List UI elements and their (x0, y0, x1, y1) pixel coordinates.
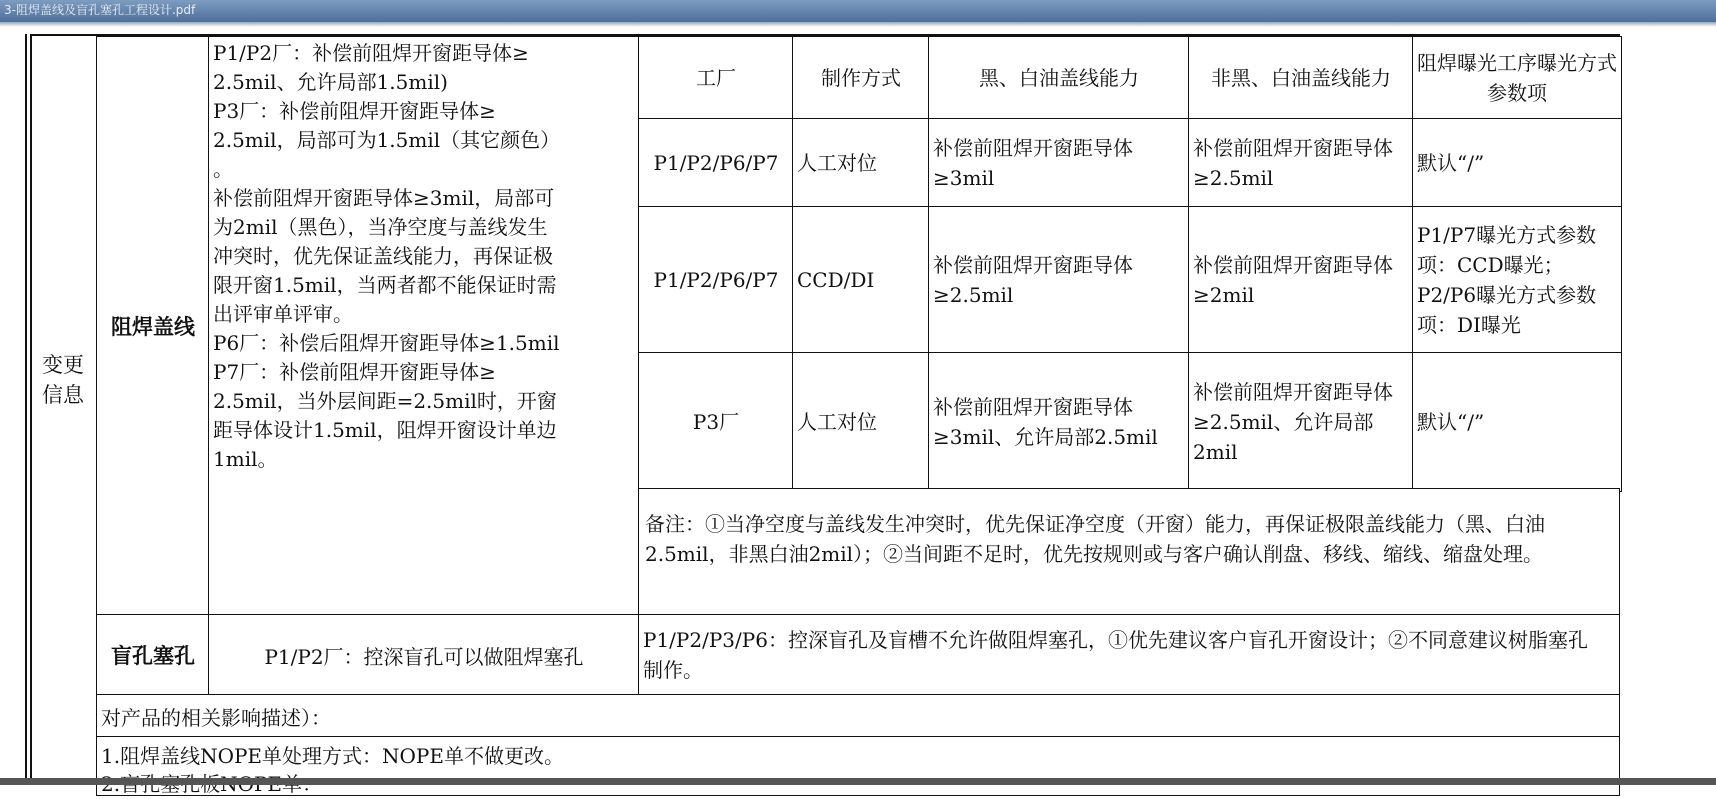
table-note: 备注：①当净空度与盖线发生冲突时，优先保证净空度（开窗）能力，再保证极限盖线能力（黑、白油2.5mil，非黑白油2mil）；②当间距不足时，优先按规则或与客户确认削盘、移线、缩线、缩盘处理。 (645, 512, 1545, 566)
cell-exposure-params: P1/P7曝光方式参数项：CCD曝光；P2/P6曝光方式参数项：DI曝光 (1417, 223, 1597, 337)
blind-left-cell (208, 614, 640, 696)
cell-method: CCD/DI (797, 268, 875, 292)
row-label-blind-cell (96, 614, 210, 696)
cell-method-cell (792, 352, 930, 492)
solder-description-line: 补偿前阻焊开窗距导体≥3mil，局部可 (213, 186, 555, 210)
cell-method-cell (792, 206, 930, 354)
cell-factory-cell (638, 352, 794, 492)
window-bottom-edge (0, 778, 1716, 785)
solder-description-line: 。 (213, 157, 233, 181)
header-factory: 工厂 (696, 66, 736, 90)
impact-heading: 对产品的相关影响描述）： (101, 705, 331, 730)
cell-black-white-ink: 补偿前阻焊开窗距导体≥3mil (933, 136, 1133, 190)
row-label-blind: 盲孔塞孔 (111, 643, 195, 668)
blind-left-text: P1/P2厂：控深盲孔可以做阻焊塞孔 (264, 644, 584, 669)
page-border-left-inner (30, 34, 32, 778)
title-bar-shadow (0, 22, 1716, 27)
header-factory-cell (638, 36, 794, 120)
cell-exposure-params-cell (1412, 352, 1622, 492)
cell-exposure-params: 默认“/” (1417, 151, 1485, 175)
cell-factory: P1/P2/P6/P7 (653, 151, 779, 175)
cell-exposure-params-cell (1412, 118, 1622, 208)
cell-exposure-params-cell (1412, 206, 1622, 354)
window-title: 3-阻焊盖线及盲孔塞孔工程设计.pdf (4, 3, 196, 17)
cell-method: 人工对位 (797, 151, 877, 175)
solder-description-line: 1mil。 (213, 447, 278, 471)
cell-non-black-white-ink-cell (1188, 118, 1414, 208)
solder-description-line: P7厂：补偿前阻焊开窗距导体≥ (213, 360, 496, 384)
solder-description-line: 冲突时，优先保证盖线能力，再保证极 (213, 244, 553, 268)
header-non-black-white-ink-cell (1188, 36, 1414, 120)
cell-factory: P1/P2/P6/P7 (653, 268, 779, 292)
cell-black-white-ink: 补偿前阻焊开窗距导体≥3mil、允许局部2.5mil (933, 395, 1158, 449)
header-method-cell (792, 36, 930, 120)
solder-description-line: 为2mil（黑色），当净空度与盖线发生 (213, 215, 548, 239)
cell-factory-cell (638, 118, 794, 208)
solder-description-line: 限开窗1.5mil，当两者都不能保证时需 (213, 273, 557, 297)
cell-black-white-ink-cell (928, 206, 1190, 354)
header-black-white-ink: 黑、白油盖线能力 (979, 66, 1139, 90)
solder-description (213, 39, 637, 474)
impact-line-1: 1.阻焊盖线NOPE单处理方式：NOPE单不做更改。 (101, 744, 564, 768)
cell-factory: P3厂 (692, 410, 740, 434)
solder-description-line: P3厂：补偿前阻焊开窗距导体≥ (213, 99, 496, 123)
header-black-white-ink-cell (928, 36, 1190, 120)
solder-description-cell (208, 36, 640, 616)
cell-non-black-white-ink: 补偿前阻焊开窗距导体≥2mil (1193, 253, 1393, 307)
section-label: 变更 信息 (42, 353, 84, 407)
solder-description-line: P1/P2厂：补偿前阻焊开窗距导体≥ (213, 41, 529, 65)
solder-description-line: 2.5mil，局部可为1.5mil（其它颜色） (213, 128, 561, 152)
solder-description-line: 2.5mil、允许局部1.5mil) (213, 70, 448, 94)
cell-non-black-white-ink-cell (1188, 352, 1414, 492)
cell-method: 人工对位 (797, 410, 877, 434)
cell-black-white-ink-cell (928, 352, 1190, 492)
solder-description-line: 出评审单评审。 (213, 302, 353, 326)
row-label-solder-cell (96, 36, 210, 616)
solder-description-line: P6厂：补偿后阻焊开窗距导体≥1.5mil (213, 331, 560, 355)
header-exposure-params: 阻焊曝光工序曝光方式参数项 (1417, 51, 1617, 105)
cell-exposure-params: 默认“/” (1417, 410, 1485, 434)
blind-right-cell (638, 614, 1620, 696)
window-title-bar (0, 0, 1716, 22)
impact-heading-cell (96, 694, 1620, 738)
cell-non-black-white-ink: 补偿前阻焊开窗距导体≥2.5mil (1193, 136, 1393, 190)
header-non-black-white-ink: 非黑、白油盖线能力 (1211, 66, 1391, 90)
header-exposure-params-cell (1412, 36, 1622, 120)
solder-description-line: 距导体设计1.5mil，阻焊开窗设计单边 (213, 418, 557, 442)
cell-factory-cell (638, 206, 794, 354)
blind-right-text: P1/P2/P3/P6：控深盲孔及盲槽不允许做阻焊塞孔，①优先建议客户盲孔开窗设计；②不同意建议树脂塞孔制作。 (643, 628, 1588, 682)
header-method: 制作方式 (821, 66, 901, 90)
cell-non-black-white-ink: 补偿前阻焊开窗距导体≥2.5mil、允许局部2mil (1193, 380, 1393, 464)
impact-body-cell (96, 736, 1620, 796)
cell-non-black-white-ink-cell (1188, 206, 1414, 354)
solder-description-line: 2.5mil，当外层间距=2.5mil时，开窗 (213, 389, 557, 413)
note-cell (638, 488, 1620, 616)
cell-black-white-ink-cell (928, 118, 1190, 208)
page-border-left-outer (25, 34, 27, 778)
row-label-solder: 阻焊盖线 (111, 314, 195, 339)
cell-method-cell (792, 118, 930, 208)
cell-black-white-ink: 补偿前阻焊开窗距导体≥2.5mil (933, 253, 1133, 307)
